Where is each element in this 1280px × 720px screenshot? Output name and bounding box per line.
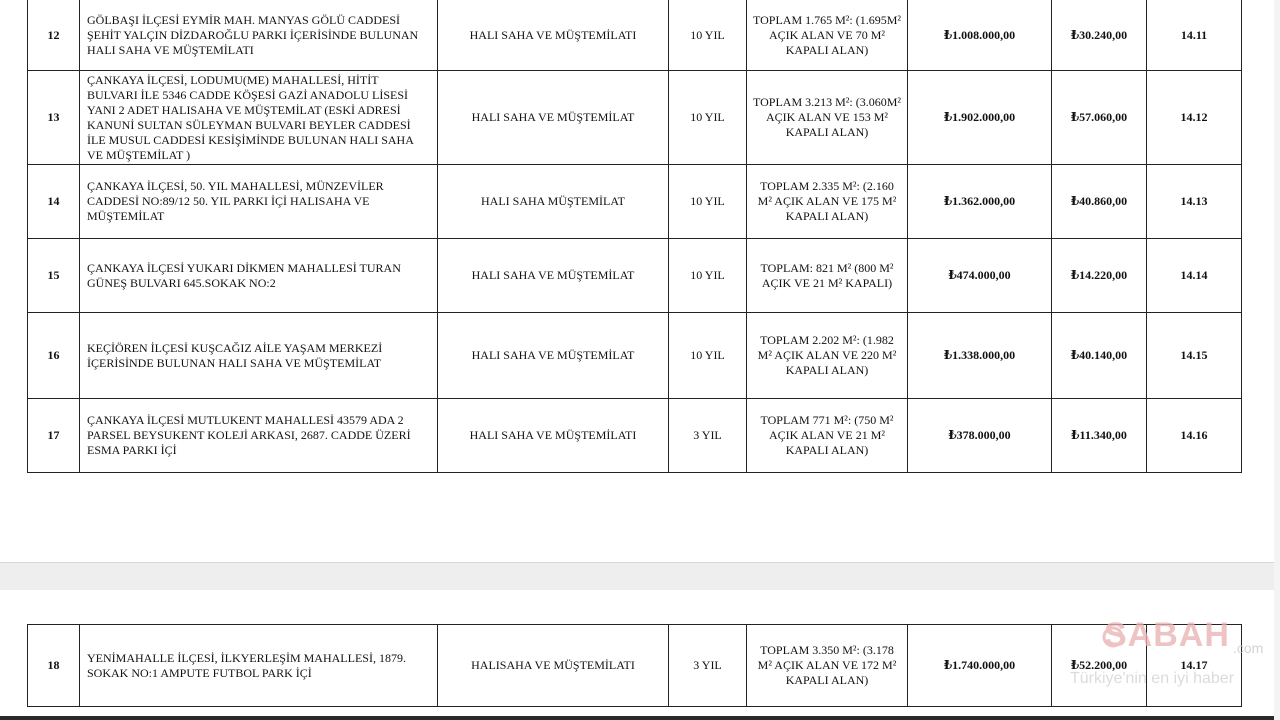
table-row xyxy=(28,625,1242,707)
page-separator xyxy=(0,562,1280,592)
row-number-cell: 17 xyxy=(28,399,80,473)
scrollbar-track[interactable] xyxy=(1274,0,1280,720)
facility-type-cell: HALI SAHA MÜŞTEMİLAT xyxy=(438,165,669,239)
item-number-cell: 14.11 xyxy=(1147,0,1242,71)
area-cell: TOPLAM 1.765 M²: (1.695M² AÇIK ALAN VE 70 M² KAPALI ALAN) xyxy=(747,0,908,71)
guarantee-cell: ₺57.060,00 xyxy=(1052,71,1147,165)
tender-table xyxy=(27,0,1242,473)
area-cell: TOPLAM 3.350 M²: (3.178 M² AÇIK ALAN VE 172 M² KAPALI ALAN) xyxy=(747,625,908,707)
item-number-cell: 14.16 xyxy=(1147,399,1242,473)
table-row xyxy=(28,71,1242,165)
table-row xyxy=(28,313,1242,399)
address-cell: ÇANKAYA İLÇESİ, LODUMU(ME) MAHALLESİ, HİTİT BULVARI İLE 5346 CADDE KÖŞESİ GAZİ ANADOLU LİSESİ YANI 2 ADET HALISAHA VE MÜŞTEMİLAT (ESKİ ADRESİ KANUNİ SULTAN SÜLEYMAN BULVARI BEYLER CADDESİ İLE MUSUL CADDESİ KESİŞİMİNDE BULUNAN HALI SAHA VE MÜŞTEMİLAT ) xyxy=(80,71,438,165)
row-number-cell: 16 xyxy=(28,313,80,399)
tender-table-page-2 xyxy=(27,624,1242,707)
guarantee-cell: ₺40.140,00 xyxy=(1052,313,1147,399)
item-number-cell: 14.12 xyxy=(1147,71,1242,165)
item-number-cell: 14.13 xyxy=(1147,165,1242,239)
lease-term-cell: 10 YIL xyxy=(669,313,747,399)
lease-term-cell: 10 YIL xyxy=(669,239,747,313)
row-number-cell: 14 xyxy=(28,165,80,239)
area-cell: TOPLAM 771 M²: (750 M² AÇIK ALAN VE 21 M² KAPALI ALAN) xyxy=(747,399,908,473)
estimated-value-cell: ₺474.000,00 xyxy=(908,239,1052,313)
estimated-value-cell: ₺1.740.000,00 xyxy=(908,625,1052,707)
estimated-value-cell: ₺1.362.000,00 xyxy=(908,165,1052,239)
guarantee-cell: ₺14.220,00 xyxy=(1052,239,1147,313)
lease-term-cell: 10 YIL xyxy=(669,0,747,71)
address-cell: ÇANKAYA İLÇESİ MUTLUKENT MAHALLESİ 43579 ADA 2 PARSEL BEYSUKENT KOLEJİ ARKASI, 2687. CADDE ÜZERİ ESMA PARKI İÇİ xyxy=(80,399,438,473)
lease-term-cell: 10 YIL xyxy=(669,165,747,239)
estimated-value-cell: ₺1.338.000,00 xyxy=(908,313,1052,399)
item-number-cell: 14.15 xyxy=(1147,313,1242,399)
table-row xyxy=(28,399,1242,473)
window-bottom-edge xyxy=(0,716,1280,720)
lease-term-cell: 10 YIL xyxy=(669,71,747,165)
facility-type-cell: HALI SAHA VE MÜŞTEMİLATI xyxy=(438,399,669,473)
area-cell: TOPLAM 2.202 M²: (1.982 M² AÇIK ALAN VE 220 M² KAPALI ALAN) xyxy=(747,313,908,399)
facility-type-cell: HALI SAHA VE MÜŞTEMİLAT xyxy=(438,239,669,313)
watermark-logo-text: SABAH xyxy=(1104,616,1230,654)
row-number-cell: 12 xyxy=(28,0,80,71)
address-cell: YENİMAHALLE İLÇESİ, İLKYERLEŞİM MAHALLESİ, 1879. SOKAK NO:1 AMPUTE FUTBOL PARK İÇİ xyxy=(80,625,438,707)
guarantee-cell: ₺11.340,00 xyxy=(1052,399,1147,473)
item-number-cell: 14.14 xyxy=(1147,239,1242,313)
area-cell: TOPLAM 2.335 M²: (2.160 M² AÇIK ALAN VE 175 M² KAPALI ALAN) xyxy=(747,165,908,239)
estimated-value-cell: ₺1.902.000,00 xyxy=(908,71,1052,165)
guarantee-cell: ₺40.860,00 xyxy=(1052,165,1147,239)
facility-type-cell: HALI SAHA VE MÜŞTEMİLAT xyxy=(438,313,669,399)
row-number-cell: 18 xyxy=(28,625,80,707)
watermark-domain: .com xyxy=(1233,640,1264,656)
table-row xyxy=(28,165,1242,239)
watermark-slogan: Türkiye'nin en iyi haber xyxy=(1070,670,1235,687)
guarantee-cell: ₺30.240,00 xyxy=(1052,0,1147,71)
estimated-value-cell: ₺1.008.000,00 xyxy=(908,0,1052,71)
row-number-cell: 13 xyxy=(28,71,80,165)
facility-type-cell: HALI SAHA VE MÜŞTEMİLAT xyxy=(438,71,669,165)
item-number-cell: 14.17 xyxy=(1147,625,1242,707)
lease-term-cell: 3 YIL xyxy=(669,625,747,707)
facility-type-cell: HALISAHA VE MÜŞTEMİLATI xyxy=(438,625,669,707)
guarantee-cell: ₺52.200,00 xyxy=(1052,625,1147,707)
estimated-value-cell: ₺378.000,00 xyxy=(908,399,1052,473)
table-row xyxy=(28,239,1242,313)
row-number-cell: 15 xyxy=(28,239,80,313)
facility-type-cell: HALI SAHA VE MÜŞTEMİLATI xyxy=(438,0,669,71)
lease-term-cell: 3 YIL xyxy=(669,399,747,473)
address-cell: ÇANKAYA İLÇESİ YUKARI DİKMEN MAHALLESİ TURAN GÜNEŞ BULVARI 645.SOKAK NO:2 xyxy=(80,239,438,313)
address-cell: GÖLBAŞI İLÇESİ EYMİR MAH. MANYAS GÖLÜ CADDESİ ŞEHİT YALÇIN DİZDAROĞLU PARKI İÇERİSİNDE BULUNAN HALI SAHA VE MÜŞTEMİLATI xyxy=(80,0,438,71)
address-cell: KEÇİÖREN İLÇESİ KUŞCAĞIZ AİLE YAŞAM MERKEZİ İÇERİSİNDE BULUNAN HALI SAHA VE MÜŞTEMİLAT xyxy=(80,313,438,399)
area-cell: TOPLAM 3.213 M²: (3.060M² AÇIK ALAN VE 153 M² KAPALI ALAN) xyxy=(747,71,908,165)
address-cell: ÇANKAYA İLÇESİ, 50. YIL MAHALLESİ, MÜNZEVİLER CADDESİ NO:89/12 50. YIL PARKI İÇİ HALISAHA VE MÜŞTEMİLAT xyxy=(80,165,438,239)
table-row xyxy=(28,0,1242,71)
area-cell: TOPLAM: 821 M² (800 M² AÇIK VE 21 M² KAPALI) xyxy=(747,239,908,313)
